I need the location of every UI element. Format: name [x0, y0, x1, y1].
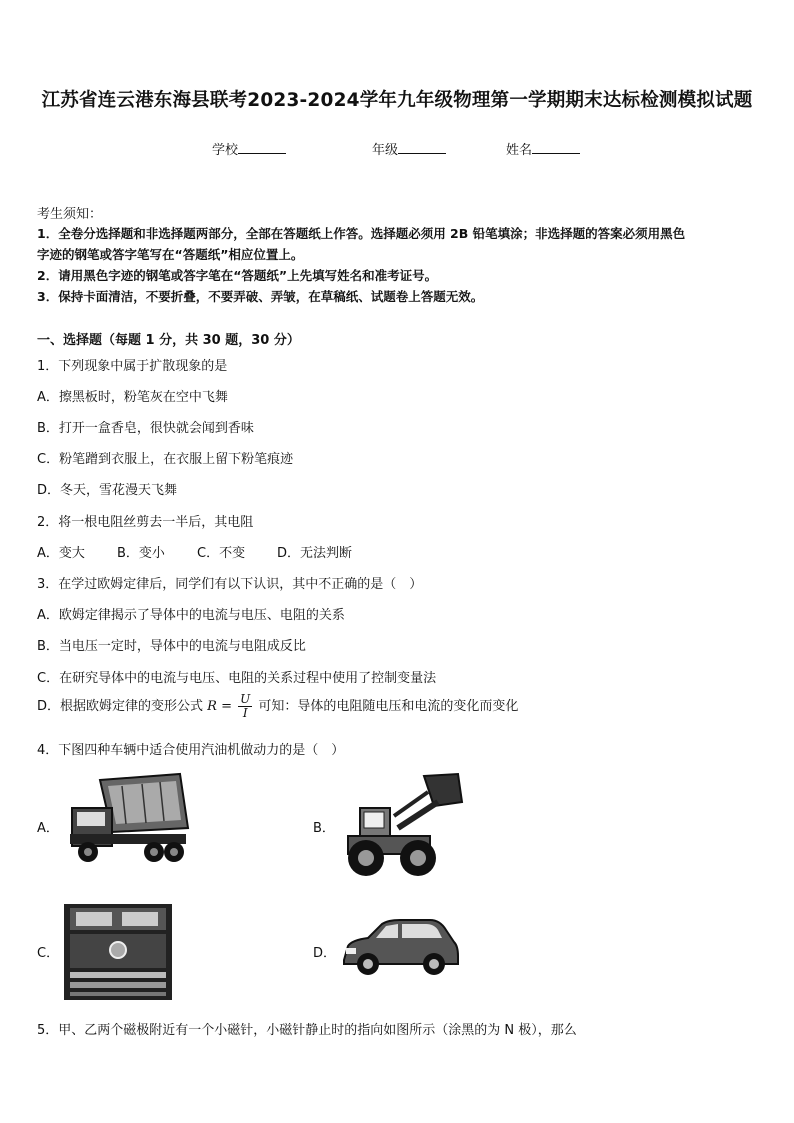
q2-options: [37, 542, 352, 561]
q3-option-a: A．欧姆定律揭示了导体中的电流与电压、电阻的关系: [37, 608, 345, 623]
formula-var: R =: [207, 699, 232, 714]
q4-option-c: C．: [37, 946, 60, 961]
q3-option-c: C．在研究导体中的电流与电压、电阻的关系过程中使用了控制变量法: [37, 671, 437, 686]
formula-denominator: I: [242, 706, 248, 720]
grade-field: [372, 139, 446, 158]
q2-option-d: D．无法判断: [277, 546, 353, 561]
q3-option-b: B．当电压一定时，导体中的电流与电阻成反比: [37, 639, 306, 654]
q2-option-c: C．不变: [197, 546, 246, 561]
wheel-loader-image: [338, 772, 466, 880]
q4-stem: 4．下图四种车辆中适合使用汽油机做动力的是（ ）: [37, 743, 345, 758]
name-field: [506, 139, 580, 158]
formula-fraction: [238, 693, 252, 720]
q4-option-a: A．: [37, 821, 59, 836]
school-blank: [238, 141, 286, 154]
q2-stem: 2．将一根电阻丝剪去一半后，其电阻: [37, 515, 254, 530]
notice-line-3: 3．保持卡面清洁，不要折叠，不要弄破、弄皱，在草稿纸、试题卷上答题无效。: [37, 289, 484, 304]
q1-option-c: C．粉笔蹭到衣服上，在衣服上留下粉笔痕迹: [37, 452, 294, 467]
section-heading: 一、选择题（每题 1 分，共 30 题，30 分）: [37, 333, 300, 348]
diesel-locomotive-image: [62, 902, 174, 1002]
q1-option-b: B．打开一盒香皂，很快就会闻到香味: [37, 421, 254, 436]
q3-option-d: [37, 693, 518, 720]
q2-option-b: B．变小: [117, 546, 165, 561]
q3-stem: 3．在学过欧姆定律后，同学们有以下认识，其中不正确的是（ ）: [37, 577, 423, 592]
page-title: 江苏省连云港东海县联考2023-2024学年九年级物理第一学期期末达标检测模拟试题: [41, 90, 753, 111]
q2-option-a: A．变大: [37, 546, 85, 561]
formula-numerator: U: [240, 692, 251, 706]
q3-option-d-text: D．根据欧姆定律的变形公式: [37, 699, 204, 714]
car-image: [338, 916, 462, 980]
q4-option-b: B．: [313, 821, 335, 836]
grade-label: 年级: [372, 143, 399, 158]
notice-heading: 考生须知：: [37, 207, 103, 222]
q1-option-d: D．冬天，雪花漫天飞舞: [37, 483, 178, 498]
q1-option-a: A．擦黑板时，粉笔灰在空中飞舞: [37, 390, 228, 405]
q3-option-d-tail: 可知：导体的电阻随电压和电流的变化而变化: [258, 699, 519, 714]
notice-line-2: 2．请用黑色字迹的钢笔或答字笔在“答题纸”上先填写姓名和准考证号。: [37, 268, 438, 283]
q4-option-d: D．: [313, 946, 337, 961]
school-label: 学校: [212, 143, 239, 158]
name-blank: [532, 141, 580, 154]
q1-stem: 1．下列现象中属于扩散现象的是: [37, 359, 228, 374]
name-label: 姓名: [506, 143, 533, 158]
notice-line-1: 1．全卷分选择题和非选择题两部分，全部在答题纸上作答。选择题必须用 2B 铅笔填涂；非选择题的答案必须用黑色: [37, 226, 686, 241]
dump-truck-image: [62, 772, 192, 864]
q5-stem: 5．甲、乙两个磁极附近有一个小磁针，小磁针静止时的指向如图所示（涂黑的为 N 极），那么: [37, 1023, 577, 1038]
notice-line-1b: 字迹的钢笔或答字笔写在“答题纸”相应位置上。: [37, 247, 304, 262]
school-field: [212, 139, 286, 158]
grade-blank: [398, 141, 446, 154]
